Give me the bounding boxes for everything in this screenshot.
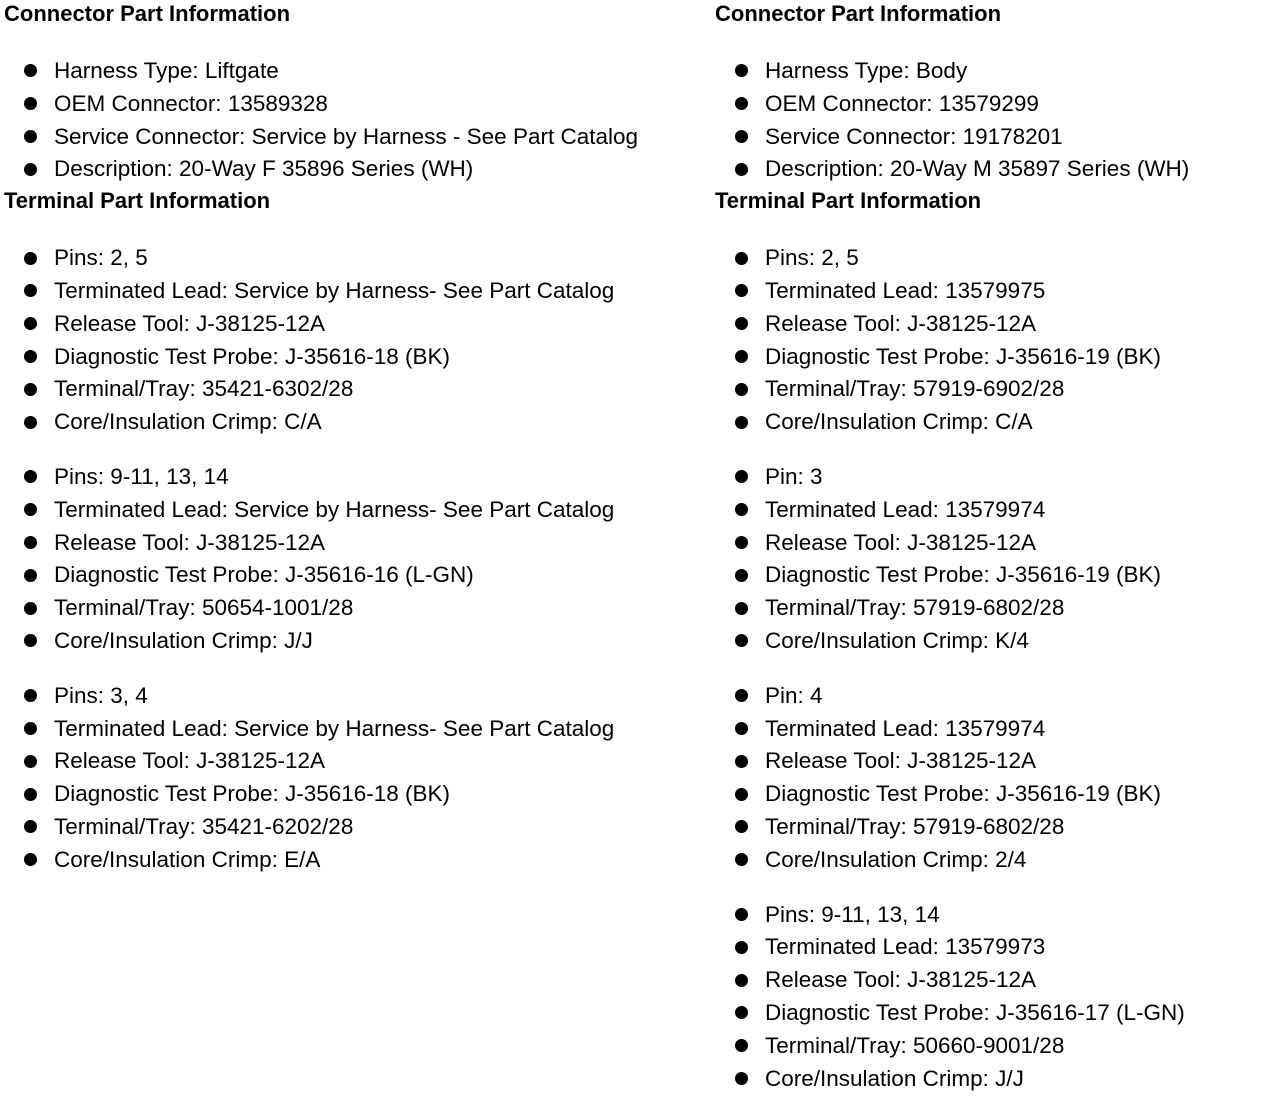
list-item: Release Tool: J-38125-12A [4, 308, 709, 341]
bullet-icon [735, 722, 748, 735]
bullet-icon [735, 416, 748, 429]
list-item: Core/Insulation Crimp: 2/4 [715, 844, 1260, 877]
bullet-icon [24, 284, 37, 297]
list-item: Core/Insulation Crimp: C/A [4, 406, 709, 439]
bullet-icon [24, 163, 37, 176]
bullet-icon [24, 503, 37, 516]
list-item: Terminal/Tray: 35421-6202/28 [4, 811, 709, 844]
list-item: Terminated Lead: Service by Harness- See Part Catalog [4, 494, 709, 527]
list-item: Release Tool: J-38125-12A [715, 964, 1260, 997]
bullet-icon [735, 569, 748, 582]
bullet-icon [735, 97, 748, 110]
bullet-icon [24, 383, 37, 396]
bullet-icon [24, 350, 37, 363]
bullet-icon [735, 602, 748, 615]
terminal-group-list [4, 242, 709, 439]
list-item: Terminated Lead: 13579974 [715, 713, 1260, 746]
list-item: Description: 20-Way M 35897 Series (WH) [715, 153, 1260, 186]
list-item: Release Tool: J-38125-12A [715, 745, 1260, 778]
bullet-icon [735, 383, 748, 396]
bullet-icon [24, 130, 37, 143]
list-item: Core/Insulation Crimp: K/4 [715, 625, 1260, 658]
bullet-icon [24, 634, 37, 647]
bullet-icon [735, 536, 748, 549]
bullet-icon [735, 317, 748, 330]
connector-part-heading: Connector Part Information [4, 1, 291, 26]
bullet-icon [24, 97, 37, 110]
bullet-icon [735, 350, 748, 363]
bullet-icon [735, 503, 748, 516]
list-item: Core/Insulation Crimp: E/A [4, 844, 709, 877]
bullet-icon [735, 163, 748, 176]
bullet-icon [24, 536, 37, 549]
right-column [715, 0, 1260, 1095]
list-item: Core/Insulation Crimp: C/A [715, 406, 1260, 439]
terminal-group-list [715, 242, 1260, 439]
bullet-icon [735, 974, 748, 987]
terminal-group-list [715, 899, 1260, 1096]
bullet-icon [24, 820, 37, 833]
list-item: Terminal/Tray: 57919-6802/28 [715, 592, 1260, 625]
list-item: OEM Connector: 13589328 [4, 88, 709, 121]
list-item: Terminated Lead: 13579974 [715, 494, 1260, 527]
list-item: Description: 20-Way F 35896 Series (WH) [4, 153, 709, 186]
bullet-icon [24, 470, 37, 483]
list-item: Release Tool: J-38125-12A [4, 527, 709, 560]
bullet-icon [24, 722, 37, 735]
bullet-icon [735, 1072, 748, 1085]
list-item: OEM Connector: 13579299 [715, 88, 1260, 121]
list-item: Core/Insulation Crimp: J/J [4, 625, 709, 658]
bullet-icon [735, 634, 748, 647]
bullet-icon [24, 689, 37, 702]
list-item: Pin: 4 [715, 680, 1260, 713]
list-item: Diagnostic Test Probe: J-35616-19 (BK) [715, 778, 1260, 811]
bullet-icon [735, 284, 748, 297]
list-item: Terminal/Tray: 35421-6302/28 [4, 373, 709, 406]
bullet-icon [735, 64, 748, 77]
bullet-icon [24, 788, 37, 801]
bullet-icon [24, 853, 37, 866]
connector-part-heading: Connector Part Information [715, 1, 1002, 26]
connector-info-list [715, 55, 1260, 186]
list-item: Pins: 9-11, 13, 14 [4, 461, 709, 494]
bullet-icon [24, 64, 37, 77]
bullet-icon [24, 252, 37, 265]
terminal-part-heading: Terminal Part Information [715, 188, 982, 214]
bullet-icon [24, 602, 37, 615]
list-item: Diagnostic Test Probe: J-35616-17 (L-GN) [715, 997, 1260, 1030]
list-item: Diagnostic Test Probe: J-35616-19 (BK) [715, 341, 1260, 374]
bullet-icon [24, 755, 37, 768]
list-item: Diagnostic Test Probe: J-35616-18 (BK) [4, 341, 709, 374]
list-item: Terminal/Tray: 50654-1001/28 [4, 592, 709, 625]
left-column [4, 0, 709, 877]
terminal-group-list [715, 461, 1260, 658]
list-item: Terminated Lead: 13579973 [715, 931, 1260, 964]
list-item: Service Connector: Service by Harness - See Part Catalog [4, 121, 709, 154]
list-item: Pins: 3, 4 [4, 680, 709, 713]
list-item: Diagnostic Test Probe: J-35616-16 (L-GN) [4, 559, 709, 592]
connector-info-list [4, 55, 709, 186]
bullet-icon [24, 317, 37, 330]
list-item: Pins: 2, 5 [715, 242, 1260, 275]
list-item: Service Connector: 19178201 [715, 121, 1260, 154]
bullet-icon [24, 416, 37, 429]
bullet-icon [735, 130, 748, 143]
bullet-icon [735, 853, 748, 866]
list-item: Pins: 2, 5 [4, 242, 709, 275]
list-item: Release Tool: J-38125-12A [4, 745, 709, 778]
list-item: Diagnostic Test Probe: J-35616-19 (BK) [715, 559, 1260, 592]
bullet-icon [735, 755, 748, 768]
terminal-group-list [715, 680, 1260, 877]
bullet-icon [735, 820, 748, 833]
list-item: Release Tool: J-38125-12A [715, 527, 1260, 560]
list-item: Terminal/Tray: 57919-6802/28 [715, 811, 1260, 844]
list-item: Terminal/Tray: 50660-9001/28 [715, 1030, 1260, 1063]
list-item: Pins: 9-11, 13, 14 [715, 899, 1260, 932]
list-item: Terminated Lead: Service by Harness- See Part Catalog [4, 713, 709, 746]
bullet-icon [735, 689, 748, 702]
bullet-icon [735, 1006, 748, 1019]
bullet-icon [735, 788, 748, 801]
bullet-icon [735, 1039, 748, 1052]
list-item: Harness Type: Liftgate [4, 55, 709, 88]
bullet-icon [735, 908, 748, 921]
list-item: Diagnostic Test Probe: J-35616-18 (BK) [4, 778, 709, 811]
bullet-icon [735, 252, 748, 265]
bullet-icon [24, 569, 37, 582]
list-item: Terminal/Tray: 57919-6902/28 [715, 373, 1260, 406]
bullet-icon [735, 941, 748, 954]
list-item: Harness Type: Body [715, 55, 1260, 88]
list-item: Core/Insulation Crimp: J/J [715, 1063, 1260, 1096]
list-item: Terminated Lead: Service by Harness- See Part Catalog [4, 275, 709, 308]
terminal-group-list [4, 461, 709, 658]
list-item: Terminated Lead: 13579975 [715, 275, 1260, 308]
terminal-group-list [4, 680, 709, 877]
terminal-part-heading: Terminal Part Information [4, 188, 271, 214]
bullet-icon [735, 470, 748, 483]
list-item: Release Tool: J-38125-12A [715, 308, 1260, 341]
list-item: Pin: 3 [715, 461, 1260, 494]
